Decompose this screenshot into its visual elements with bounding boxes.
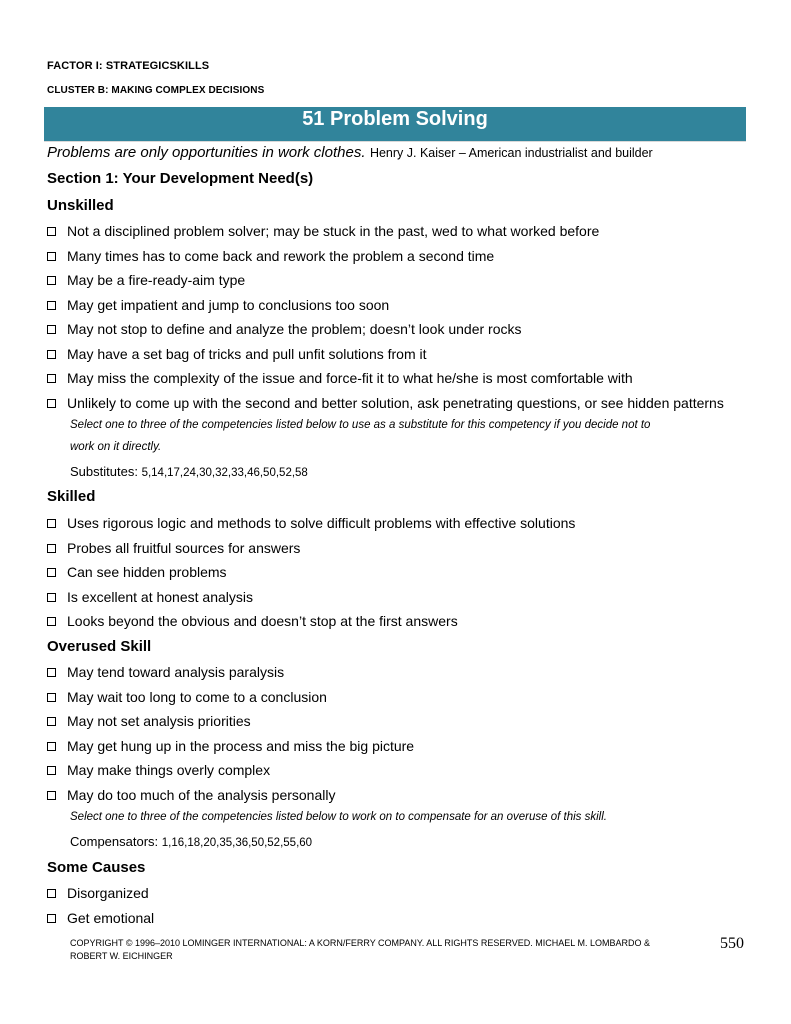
quote [47,144,653,162]
unskilled-item: Many times has to come back and rework the problem a second time [47,247,494,265]
cluster-label: CLUSTER B: MAKING COMPLEX DECISIONS [47,85,265,96]
unskilled-item: May not stop to define and analyze the problem; doesn’t look under rocks [47,320,522,338]
substitutes-label: Substitutes: [70,464,138,479]
checkbox[interactable] [47,568,56,577]
substitute-note: Select one to three of the competencies listed below to use as a substitute for this competency if you decide not to [70,419,651,431]
checkbox[interactable] [47,227,56,236]
checkbox[interactable] [47,742,56,751]
checkbox[interactable] [47,325,56,334]
checkbox[interactable] [47,668,56,677]
checkbox[interactable] [47,374,56,383]
overused-item: May make things overly complex [47,761,270,779]
overused-heading: Overused Skill [47,638,152,655]
copyright-line1: COPYRIGHT © 1996–2010 LOMINGER INTERNATIONAL: A KORN/FERRY COMPANY. ALL RIGHTS RESERVED. MICHAEL M. LOMBARDO & [70,938,650,948]
overused-item: May tend toward analysis paralysis [47,663,284,681]
skilled-item: Is excellent at honest analysis [47,588,253,606]
unskilled-heading: Unskilled [47,197,114,214]
checkbox[interactable] [47,519,56,528]
checkbox[interactable] [47,889,56,898]
page-number: 550 [720,935,744,952]
page-title: 51 Problem Solving [44,107,746,142]
quote-text: Problems are only opportunities in work clothes. [47,144,366,161]
unskilled-item: May have a set bag of tricks and pull unfit solutions from it [47,345,427,363]
compensators [70,834,312,849]
unskilled-item: Not a disciplined problem solver; may be stuck in the past, wed to what worked before [47,222,599,240]
skilled-heading: Skilled [47,488,96,505]
overused-item: May do too much of the analysis personally [47,786,335,804]
checkbox[interactable] [47,276,56,285]
checkbox[interactable] [47,350,56,359]
checkbox[interactable] [47,252,56,261]
overused-item: May get hung up in the process and miss the big picture [47,737,414,755]
checkbox[interactable] [47,693,56,702]
compensators-label: Compensators: [70,834,159,849]
checkbox[interactable] [47,791,56,800]
cause-item: Disorganized [47,884,149,902]
compensators-values: 1,16,18,20,35,36,50,52,55,60 [161,837,313,849]
substitute-note-continued: work on it directly. [70,441,162,453]
overused-item: May wait too long to come to a conclusion [47,688,327,706]
unskilled-item: May get impatient and jump to conclusions too soon [47,296,389,314]
unskilled-item: May miss the complexity of the issue and force-fit it to what he/she is most comfortable with [47,369,633,387]
checkbox[interactable] [47,399,56,408]
unskilled-item: Unlikely to come up with the second and better solution, ask penetrating questions, or see hidden patterns [47,394,724,412]
checkbox[interactable] [47,717,56,726]
factor-label: FACTOR I: STRATEGICSKILLS [47,60,210,72]
quote-attribution: Henry J. Kaiser – American industrialist and builder [369,146,653,160]
cause-item: Get emotional [47,909,154,927]
skilled-item: Can see hidden problems [47,563,227,581]
causes-heading: Some Causes [47,859,146,876]
checkbox[interactable] [47,617,56,626]
copyright-footer [70,937,710,961]
skilled-item: Probes all fruitful sources for answers [47,539,300,557]
overused-item: May not set analysis priorities [47,712,251,730]
unskilled-item: May be a fire-ready-aim type [47,271,245,289]
skilled-item: Uses rigorous logic and methods to solve difficult problems with effective solutions [47,514,575,532]
substitutes-values: 5,14,17,24,30,32,33,46,50,52,58 [141,467,308,479]
compensate-note: Select one to three of the competencies listed below to work on to compensate for an overuse of this skill. [70,811,607,823]
copyright-line2: ROBERT W. EICHINGER [70,951,173,961]
checkbox[interactable] [47,301,56,310]
substitutes [70,464,308,479]
checkbox[interactable] [47,914,56,923]
checkbox[interactable] [47,593,56,602]
skilled-item: Looks beyond the obvious and doesn’t stop at the first answers [47,612,458,630]
checkbox[interactable] [47,544,56,553]
checkbox[interactable] [47,766,56,775]
section-heading: Section 1: Your Development Need(s) [47,170,314,187]
